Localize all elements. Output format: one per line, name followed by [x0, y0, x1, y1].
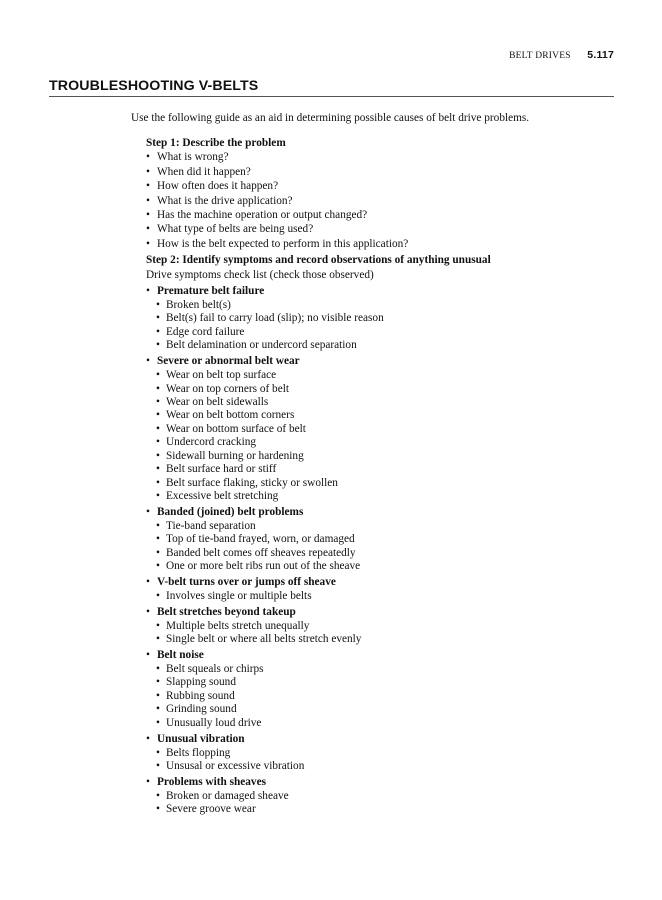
group-title: Banded (joined) belt problems: [157, 506, 304, 519]
page-title: TROUBLESHOOTING V-BELTS: [49, 78, 259, 94]
list-item: • Excessive belt stretching: [146, 490, 616, 503]
content: [146, 136, 616, 817]
list-item: • What is wrong?: [146, 150, 616, 164]
title-rule: [49, 96, 614, 97]
list-item: • Belt delamination or undercord separation: [146, 339, 616, 352]
list-item: • Rubbing sound: [146, 690, 616, 703]
group-title: V-belt turns over or jumps off sheave: [157, 576, 336, 589]
list-item: • Broken belt(s): [146, 299, 616, 312]
list-item: • Belt surface hard or stiff: [146, 463, 616, 476]
list-item: • Severe groove wear: [146, 803, 616, 816]
list-item: • Has the machine operation or output changed?: [146, 208, 616, 222]
group-title: Premature belt failure: [157, 285, 265, 298]
list-item: • Unsusal or excessive vibration: [146, 760, 616, 773]
list-item: • Unusually loud drive: [146, 717, 616, 730]
symptom-group: [146, 505, 616, 574]
checklist-intro: Drive symptoms check list (check those observed): [146, 268, 374, 281]
list-item: • Grinding sound: [146, 703, 616, 716]
group-title: Belt stretches beyond takeup: [157, 605, 296, 618]
list-item: • Multiple belts stretch unequally: [146, 620, 616, 633]
step1-heading: Step 1: Describe the problem: [146, 137, 286, 149]
symptom-group: [146, 775, 616, 817]
list-item: • How often does it happen?: [146, 179, 616, 193]
page-number: 5.117: [587, 49, 614, 61]
symptom-group: [146, 732, 616, 774]
list-item: • One or more belt ribs run out of the sheave: [146, 560, 616, 573]
list-item: • Belt(s) fail to carry load (slip); no visible reason: [146, 312, 616, 325]
list-item: • Edge cord failure: [146, 326, 616, 339]
symptom-group: [146, 605, 616, 647]
symptom-group: [146, 575, 616, 603]
list-item: • Belt squeals or chirps: [146, 663, 616, 676]
list-item: • Single belt or where all belts stretch evenly: [146, 633, 616, 646]
list-item: • Belt surface flaking, sticky or swollen: [146, 477, 616, 490]
step1-list: [146, 150, 616, 251]
list-item: • Wear on belt bottom corners: [146, 409, 616, 422]
symptom-group: [146, 354, 616, 503]
symptom-group: [146, 284, 616, 353]
list-item: • Undercord cracking: [146, 436, 616, 449]
list-item: • Top of tie-band frayed, worn, or damaged: [146, 533, 616, 546]
list-item: • Broken or damaged sheave: [146, 790, 616, 803]
list-item: • How is the belt expected to perform in this application?: [146, 237, 616, 251]
list-item: • Tie-band separation: [146, 520, 616, 533]
group-title: Severe or abnormal belt wear: [157, 355, 300, 368]
step2-heading: Step 2: Identify symptoms and record observations of anything unusual: [146, 254, 491, 267]
list-item: • Belts flopping: [146, 747, 616, 760]
list-item: • Wear on belt top surface: [146, 369, 616, 382]
intro-paragraph: Use the following guide as an aid in determining possible causes of belt drive problems.: [131, 112, 530, 124]
running-head: [509, 49, 614, 61]
list-item: • Wear on bottom surface of belt: [146, 423, 616, 436]
list-item: • Involves single or multiple belts: [146, 590, 616, 603]
list-item: • Slapping sound: [146, 676, 616, 689]
group-title: Belt noise: [157, 649, 204, 662]
list-item: • When did it happen?: [146, 165, 616, 179]
group-title: Unusual vibration: [157, 732, 245, 745]
list-item: • Sidewall burning or hardening: [146, 450, 616, 463]
group-title: Problems with sheaves: [157, 775, 266, 788]
symptom-groups: [146, 284, 616, 816]
list-item: • Wear on belt sidewalls: [146, 396, 616, 409]
list-item: • Wear on top corners of belt: [146, 383, 616, 396]
list-item: • What is the drive application?: [146, 194, 616, 208]
running-head-section: BELT DRIVES: [509, 51, 571, 61]
symptom-group: [146, 648, 616, 730]
list-item: • Banded belt comes off sheaves repeatedly: [146, 547, 616, 560]
list-item: • What type of belts are being used?: [146, 222, 616, 236]
